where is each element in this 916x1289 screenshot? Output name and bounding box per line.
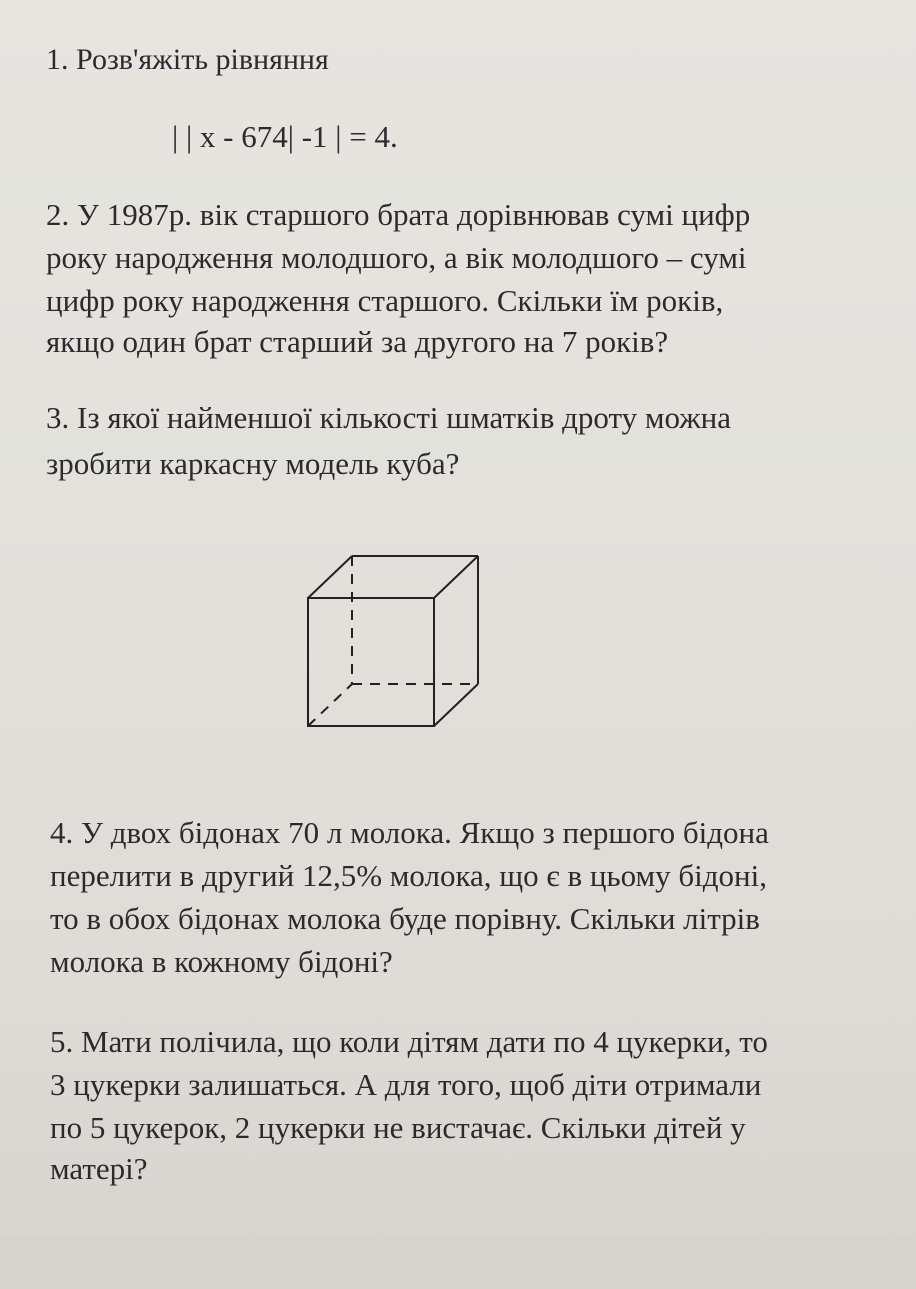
problem-5-line-1: 5. Мати полічила, що коли дітям дати по 4 цукерки, то xyxy=(50,1024,768,1059)
problem-4-line-1: 4. У двох бідонах 70 л молока. Якщо з першого бідона xyxy=(50,815,769,850)
problem-2-line-1: 2. У 1987р. вік старшого брата дорівнював сумі цифр xyxy=(46,197,751,232)
problem-4-line-3: то в обох бідонах молока буде порівну. Скільки літрів xyxy=(50,901,760,936)
problem-2-line-2: року народження молодшого, а вік молодшого – сумі xyxy=(46,240,747,275)
problem-4-line-4: молока в кожному бідоні? xyxy=(50,944,393,979)
cube-top-right-edge xyxy=(434,556,478,598)
problem-1-title: 1. Розв'яжіть рівняння xyxy=(46,43,329,76)
problem-5-line-3: по 5 цукерок, 2 цукерки не вистачає. Скільки дітей у xyxy=(50,1110,746,1145)
cube-figure xyxy=(300,548,490,734)
problem-1-equation: | | x - 674| -1 | = 4. xyxy=(172,119,398,154)
problem-5-line-2: 3 цукерки залишаться. А для того, щоб діти отримали xyxy=(50,1067,762,1102)
cube-bottom-right-edge xyxy=(434,684,478,726)
problem-4-line-2: перелити в другий 12,5% молока, що є в цьому бідоні, xyxy=(50,858,767,893)
problem-2-line-4: якщо один брат старший за другого на 7 років? xyxy=(46,324,669,359)
problem-2-line-3: цифр року народження старшого. Скільки їм років, xyxy=(46,283,724,318)
problem-5-line-4: матері? xyxy=(50,1151,148,1186)
cube-hidden-diagonal-edge xyxy=(308,684,352,726)
problem-3-line-1: 3. Із якої найменшої кількості шматків дроту можна xyxy=(46,400,731,435)
cube-top-left-edge xyxy=(308,556,352,598)
problem-3-line-2: зробити каркасну модель куба? xyxy=(46,446,460,481)
